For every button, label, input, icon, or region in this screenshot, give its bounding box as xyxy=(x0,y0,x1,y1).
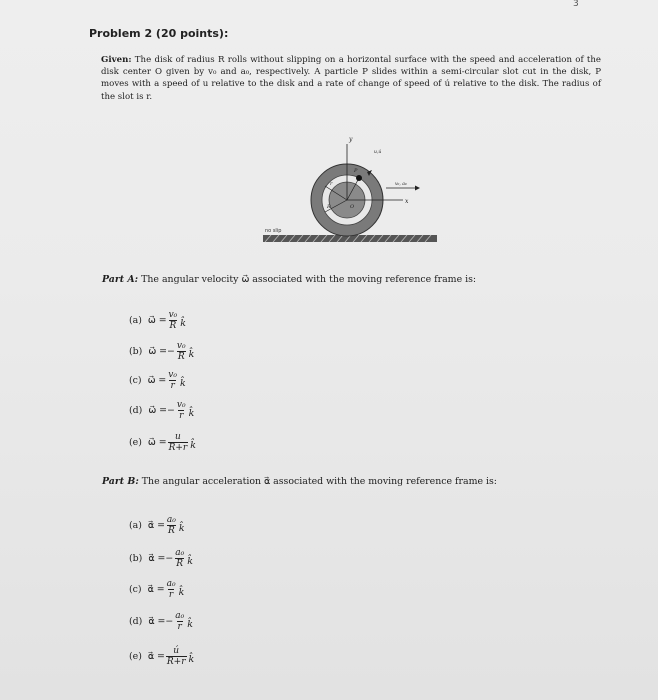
part-b-title: Part B: xyxy=(102,476,139,487)
part-a-prompt xyxy=(102,274,476,285)
part-b-option-c[interactable]: (c) α⃗ = $\frac{\text{a₀}}{r}$ k̂ xyxy=(129,579,185,600)
x-label: x xyxy=(405,198,409,205)
v-label: v₀, a₀ xyxy=(395,182,407,187)
problem-heading: Problem 2 (20 points): xyxy=(89,27,229,40)
u-label: u,ú xyxy=(374,150,382,155)
given-text: The disk of radius R rolls without slipping on a horizontal surface with the speed and acceleration of the disk center O given by v₀ and a₀, respectively. A particle P slides within a semi-circular slot cut in the disk, P moves with a speed of u relative to the disk and a rate of change of speed of ú relative to the disk. The radius of the slot is r. xyxy=(101,55,601,102)
part-a-title: Part A: xyxy=(102,274,139,285)
part-b-option-d[interactable]: (d) α⃗ = − $\frac{\text{a₀}}{r}$ k̂ xyxy=(129,611,193,632)
part-b-text: The angular acceleration α⃗ associated with the moving reference frame is: xyxy=(141,476,497,487)
page-number: 3 xyxy=(573,0,579,9)
ground-label: no slip xyxy=(265,228,282,234)
particle-p xyxy=(356,175,362,181)
part-a-option-d[interactable]: (d) ω⃗ = − $\frac{\text{v₀}}{r}$ k̂ xyxy=(129,400,195,421)
part-b-option-a[interactable]: (a) α⃗ = $\frac{\text{a₀}}{R}$ k̂ xyxy=(129,515,185,536)
part-a-option-e[interactable]: (e) ω⃗ = $\frac{u}{R+r}$ k̂ xyxy=(129,432,196,453)
part-b-prompt xyxy=(102,476,497,487)
p-label: P xyxy=(354,168,358,174)
part-b-option-b[interactable]: (b) α⃗ = − $\frac{\text{a₀}}{R}$ k̂ xyxy=(129,548,193,569)
given-label: Given: xyxy=(101,55,132,65)
velocity-arrowhead xyxy=(415,186,420,191)
r-label: r xyxy=(330,181,333,187)
given-paragraph xyxy=(101,54,601,103)
part-b-option-e[interactable]: (e) α⃗ = $\frac{ú}{R+r}$ k̂ xyxy=(129,646,195,667)
part-a-option-c[interactable]: (c) ω⃗ = $\frac{\text{v₀}}{r}$ k̂ xyxy=(129,370,186,391)
o-label: O xyxy=(350,204,355,210)
R-label: R xyxy=(327,204,331,210)
part-a-option-b[interactable]: (b) ω⃗ = − $\frac{\text{v₀}}{R}$ k̂ xyxy=(129,341,195,362)
y-label: y xyxy=(349,136,353,143)
part-a-option-a[interactable]: (a) ω⃗ = $\frac{\text{v₀}}{R}$ k̂ xyxy=(129,310,186,331)
rolling-disk-figure xyxy=(255,132,445,262)
part-a-text: The angular velocity ω⃗ associated with the moving reference frame is: xyxy=(141,274,477,285)
